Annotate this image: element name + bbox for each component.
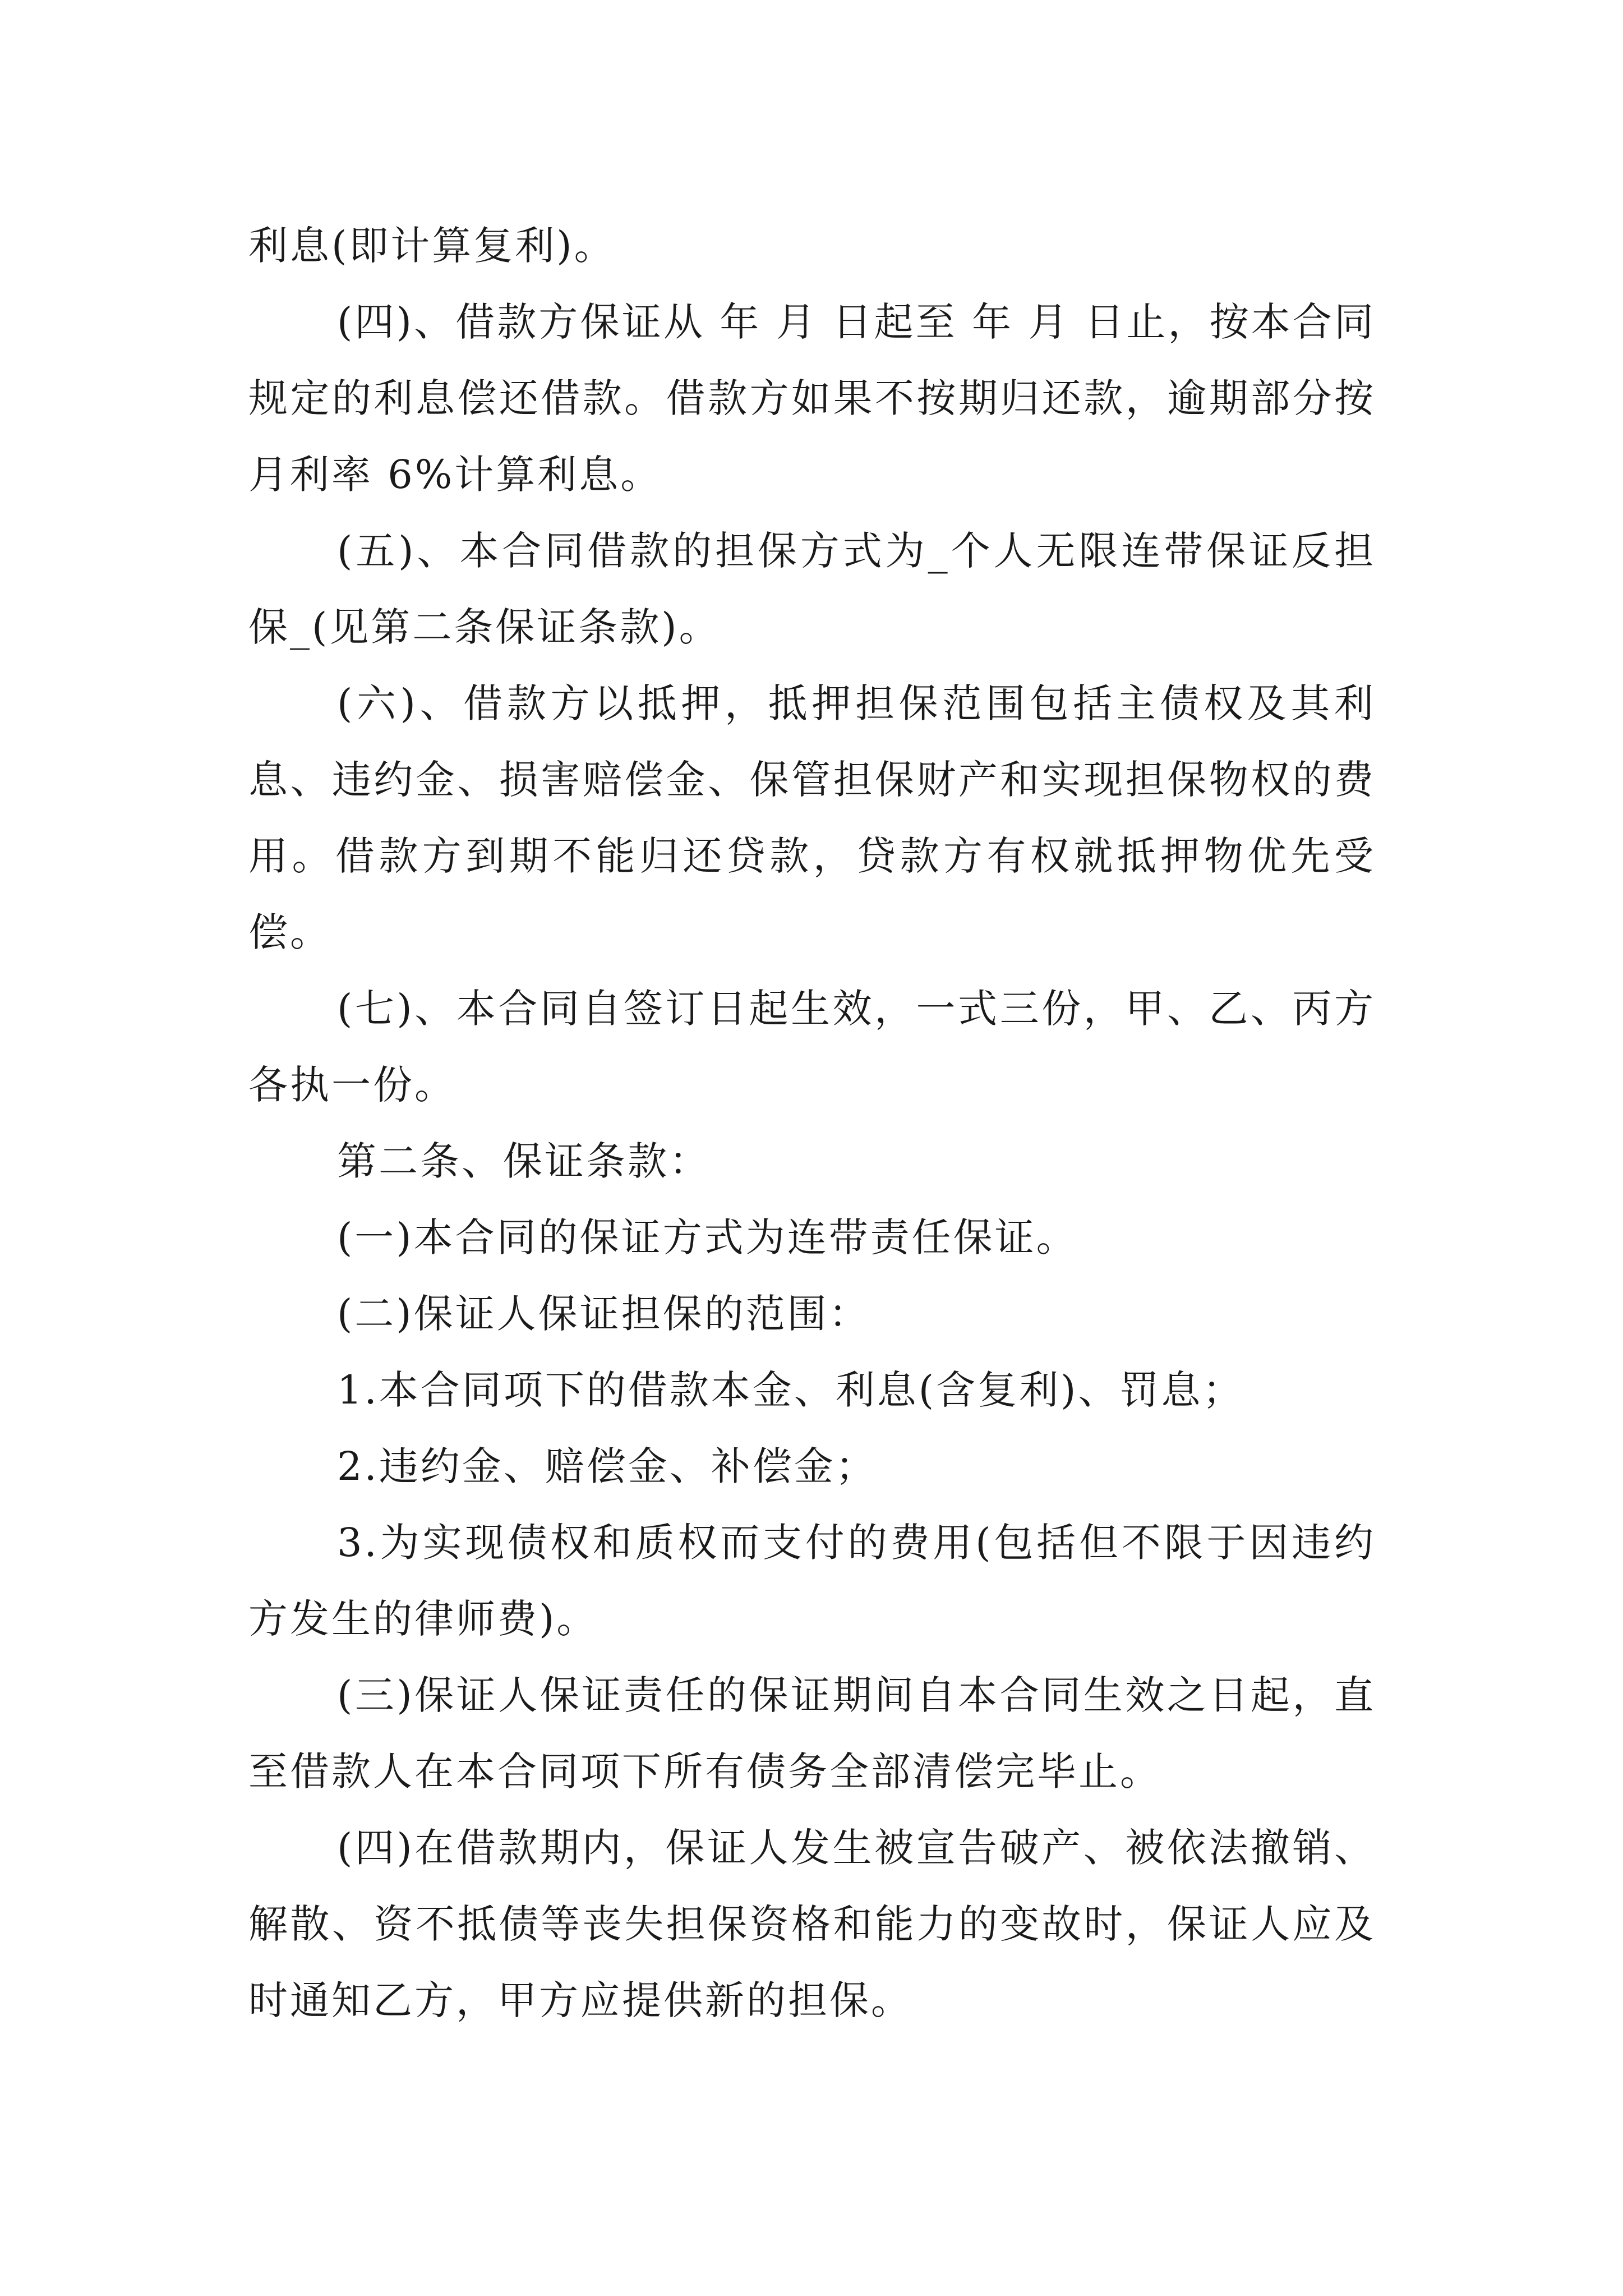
paragraph-guarantee-3-period: (三)保证人保证责任的保证期间自本合同生效之日起，直至借款人在本合同项下所有债务全部清偿完毕止。 xyxy=(248,1672,1376,1795)
paragraph-guarantee-2-scope: (二)保证人保证担保的范围： xyxy=(337,1291,870,1337)
list-item-scope-3: 3.为实现债权和质权而支付的费用(包括但不限于因违约方发生的律师费)。 xyxy=(248,1520,1376,1642)
paragraph-clause-5-guarantee-method: (五)、本合同借款的担保方式为_个人无限连带保证反担保_(见第二条保证条款)。 xyxy=(248,528,1376,650)
document-body xyxy=(248,208,1376,2039)
paragraph-guarantee-1-method: (一)本合同的保证方式为连带责任保证。 xyxy=(337,1214,1078,1260)
paragraph-clause-4-repayment: (四)、借款方保证从 年 月 日起至 年 月 日止，按本合同规定的利息偿还借款。借款方如果不按期归还款，逾期部分按月利率 6%计算利息。 xyxy=(248,299,1376,498)
paragraph-guarantee-4-change: (四)在借款期内，保证人发生被宣告破产、被依法撤销、解散、资不抵债等丧失担保资格和能力的变故时，保证人应及时通知乙方，甲方应提供新的担保。 xyxy=(248,1825,1376,2023)
paragraph-clause-6-mortgage: (六)、借款方以抵押，抵押担保范围包括主债权及其利息、违约金、损害赔偿金、保管担保财产和实现担保物权的费用。借款方到期不能归还贷款，贷款方有权就抵押物优先受偿。 xyxy=(248,680,1376,955)
section-heading-guarantee-terms: 第二条、保证条款： xyxy=(337,1138,711,1184)
paragraph-clause-7-effective: (七)、本合同自签订日起生效，一式三份，甲、乙、丙方各执一份。 xyxy=(248,986,1376,1108)
list-item-scope-1: 1.本合同项下的借款本金、利息(含复利)、罚息； xyxy=(337,1367,1244,1413)
paragraph-interest-note: 利息(即计算复利)。 xyxy=(248,223,616,269)
list-item-scope-2: 2.违约金、赔偿金、补偿金； xyxy=(337,1443,877,1489)
